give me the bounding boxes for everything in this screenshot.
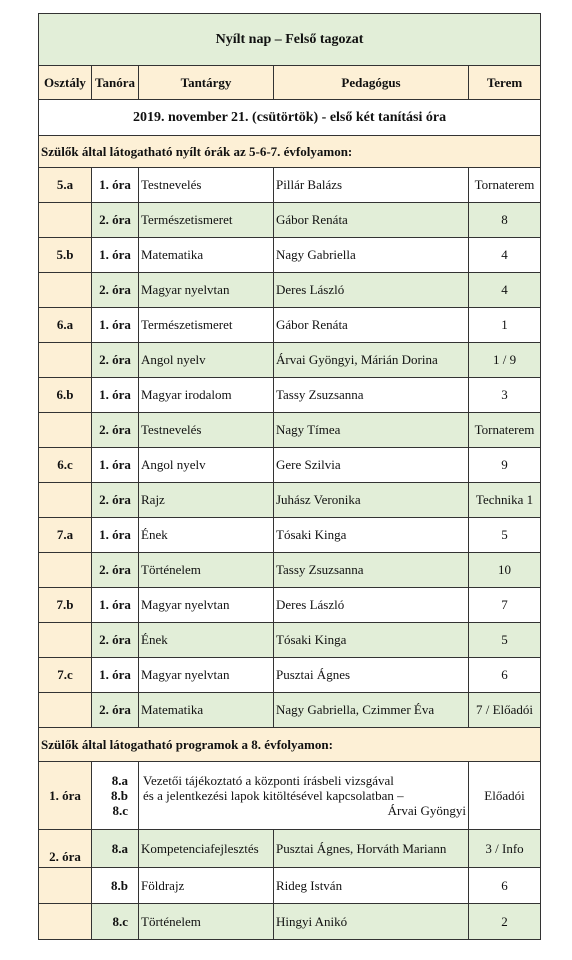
table-row: [39, 904, 541, 940]
room-cell: 4: [469, 238, 541, 273]
table-row: [39, 830, 541, 868]
table-row: [39, 168, 541, 203]
subject-cell: Angol nyelv: [139, 343, 274, 378]
lesson-cell: 2. óra: [92, 483, 139, 518]
header-subject: Tantárgy: [139, 66, 274, 100]
class-name-empty: [39, 343, 92, 378]
room-cell: 7: [469, 588, 541, 623]
room-cell: 5: [469, 623, 541, 658]
room-cell: 8: [469, 203, 541, 238]
teacher-cell: Hingyi Anikó: [274, 904, 469, 940]
class-name-empty: [39, 203, 92, 238]
subject-cell: Rajz: [139, 483, 274, 518]
teacher-cell: Pusztai Ágnes, Horváth Mariann: [274, 830, 469, 868]
grade8-class-label: 8.b: [111, 788, 128, 803]
room-cell: 3 / Info: [469, 830, 541, 868]
grade8-first-lesson: 1. óra: [39, 762, 92, 830]
class-name: 7.a: [39, 518, 92, 553]
room-cell: 1: [469, 308, 541, 343]
header-row: [39, 66, 541, 100]
class-name: 5.b: [39, 238, 92, 273]
room-cell: Technika 1: [469, 483, 541, 518]
table-row: [39, 623, 541, 658]
lesson-cell: 1. óra: [92, 238, 139, 273]
table-row: [39, 273, 541, 308]
room-cell: Tornaterem: [469, 168, 541, 203]
subject-cell: Történelem: [139, 904, 274, 940]
subject-cell: Testnevelés: [139, 168, 274, 203]
class-name-empty: [39, 553, 92, 588]
subject-cell: Angol nyelv: [139, 448, 274, 483]
table-row: [39, 448, 541, 483]
header-lesson: Tanóra: [92, 66, 139, 100]
teacher-cell: Pusztai Ágnes: [274, 658, 469, 693]
subject-cell: Ének: [139, 518, 274, 553]
teacher-cell: Tassy Zsuzsanna: [274, 378, 469, 413]
grade8-lesson-empty: [39, 904, 92, 940]
grade8-first-row: [39, 762, 541, 830]
section1-row: [39, 136, 541, 168]
subject-cell: Matematika: [139, 238, 274, 273]
description-line: Árvai Gyöngyi: [387, 803, 466, 818]
class-name: 6.b: [39, 378, 92, 413]
table-row: [39, 868, 541, 904]
teacher-cell: Rideg István: [274, 868, 469, 904]
table-row: [39, 518, 541, 553]
grade8-class-label: 8.c: [112, 803, 128, 818]
class-name-empty: [39, 273, 92, 308]
room-cell: 6: [469, 868, 541, 904]
schedule-table: [38, 13, 541, 940]
grade8-first-room: Előadói: [469, 762, 541, 830]
lesson-cell: 1. óra: [92, 448, 139, 483]
subject-cell: Történelem: [139, 553, 274, 588]
class-name-empty: [39, 693, 92, 728]
grade8-description: [139, 762, 469, 830]
teacher-cell: Gábor Renáta: [274, 308, 469, 343]
teacher-cell: Gábor Renáta: [274, 203, 469, 238]
teacher-cell: Tósaki Kinga: [274, 518, 469, 553]
table-row: [39, 378, 541, 413]
lesson-cell: 1. óra: [92, 518, 139, 553]
grade8-class-label: 8.a: [111, 773, 128, 788]
teacher-cell: Juhász Veronika: [274, 483, 469, 518]
section1-title: Szülők által látogatható nyílt órák az 5-6-7. évfolyamon:: [39, 136, 541, 168]
table-row: [39, 343, 541, 378]
grade8-lesson-empty: [39, 868, 92, 904]
teacher-cell: Deres László: [274, 273, 469, 308]
subject-cell: Természetismeret: [139, 203, 274, 238]
room-cell: 1 / 9: [469, 343, 541, 378]
schedule-body: [39, 14, 541, 940]
table-row: [39, 658, 541, 693]
subject-cell: Magyar irodalom: [139, 378, 274, 413]
room-cell: 2: [469, 904, 541, 940]
lesson-cell: 2. óra: [92, 553, 139, 588]
teacher-cell: Tósaki Kinga: [274, 623, 469, 658]
teacher-cell: Nagy Gabriella, Czimmer Éva: [274, 693, 469, 728]
section2-title: Szülők által látogatható programok a 8. évfolyamon:: [39, 728, 541, 762]
class-name: 6.c: [39, 448, 92, 483]
lesson-cell: 2. óra: [92, 203, 139, 238]
subject-cell: Magyar nyelvtan: [139, 588, 274, 623]
section2-row: [39, 728, 541, 762]
lesson-cell: 1. óra: [92, 378, 139, 413]
teacher-cell: Tassy Zsuzsanna: [274, 553, 469, 588]
subject-cell: Földrajz: [139, 868, 274, 904]
teacher-cell: Nagy Tímea: [274, 413, 469, 448]
room-cell: 4: [469, 273, 541, 308]
room-cell: Tornaterem: [469, 413, 541, 448]
teacher-cell: Gere Szilvia: [274, 448, 469, 483]
room-cell: 5: [469, 518, 541, 553]
subject-cell: Kompetenciafejlesztés: [139, 830, 274, 868]
class-name: 5.a: [39, 168, 92, 203]
class-name: 6.a: [39, 308, 92, 343]
teacher-cell: Árvai Gyöngyi, Márián Dorina: [274, 343, 469, 378]
lesson-cell: 1. óra: [92, 308, 139, 343]
grade8-first-classes: [92, 762, 139, 830]
teacher-cell: Pillár Balázs: [274, 168, 469, 203]
lesson-cell: 1. óra: [92, 168, 139, 203]
date-row: [39, 100, 541, 136]
subject-cell: Természetismeret: [139, 308, 274, 343]
title-row: [39, 14, 541, 66]
table-row: [39, 553, 541, 588]
lesson-cell: 1. óra: [92, 658, 139, 693]
header-class: Osztály: [39, 66, 92, 100]
table-row: [39, 483, 541, 518]
table-row: [39, 203, 541, 238]
class-name-empty: [39, 483, 92, 518]
table-row: [39, 238, 541, 273]
subject-cell: Magyar nyelvtan: [139, 273, 274, 308]
class-name: 7.c: [39, 658, 92, 693]
teacher-cell: Nagy Gabriella: [274, 238, 469, 273]
header-room: Terem: [469, 66, 541, 100]
date-text: 2019. november 21. (csütörtök) - első két tanítási óra: [39, 100, 541, 136]
table-row: [39, 693, 541, 728]
room-cell: 3: [469, 378, 541, 413]
lesson-cell: 2. óra: [92, 413, 139, 448]
lesson-cell: 2. óra: [92, 693, 139, 728]
room-cell: 7 / Előadói: [469, 693, 541, 728]
class-name-empty: [39, 413, 92, 448]
room-cell: 10: [469, 553, 541, 588]
class-cell: 8.b: [92, 868, 139, 904]
room-cell: 6: [469, 658, 541, 693]
class-cell: 8.c: [92, 904, 139, 940]
description-line: Vezetői tájékoztató a központi írásbeli vizsgával: [143, 773, 394, 788]
page-title: Nyílt nap – Felső tagozat: [39, 14, 541, 66]
table-row: [39, 308, 541, 343]
room-cell: 9: [469, 448, 541, 483]
lesson-cell: 2. óra: [92, 343, 139, 378]
lesson-cell: 2. óra: [92, 623, 139, 658]
description-line: és a jelentkezési lapok kitöltésével kapcsolatban –: [143, 788, 404, 803]
class-name: 7.b: [39, 588, 92, 623]
lesson-cell: 2. óra: [92, 273, 139, 308]
subject-cell: Testnevelés: [139, 413, 274, 448]
lesson-cell: 1. óra: [92, 588, 139, 623]
class-cell: 8.a: [92, 830, 139, 868]
table-row: [39, 413, 541, 448]
header-teacher: Pedagógus: [274, 66, 469, 100]
grade8-second-lesson: 2. óra: [39, 830, 92, 868]
subject-cell: Magyar nyelvtan: [139, 658, 274, 693]
subject-cell: Matematika: [139, 693, 274, 728]
teacher-cell: Deres László: [274, 588, 469, 623]
subject-cell: Ének: [139, 623, 274, 658]
class-name-empty: [39, 623, 92, 658]
table-row: [39, 588, 541, 623]
